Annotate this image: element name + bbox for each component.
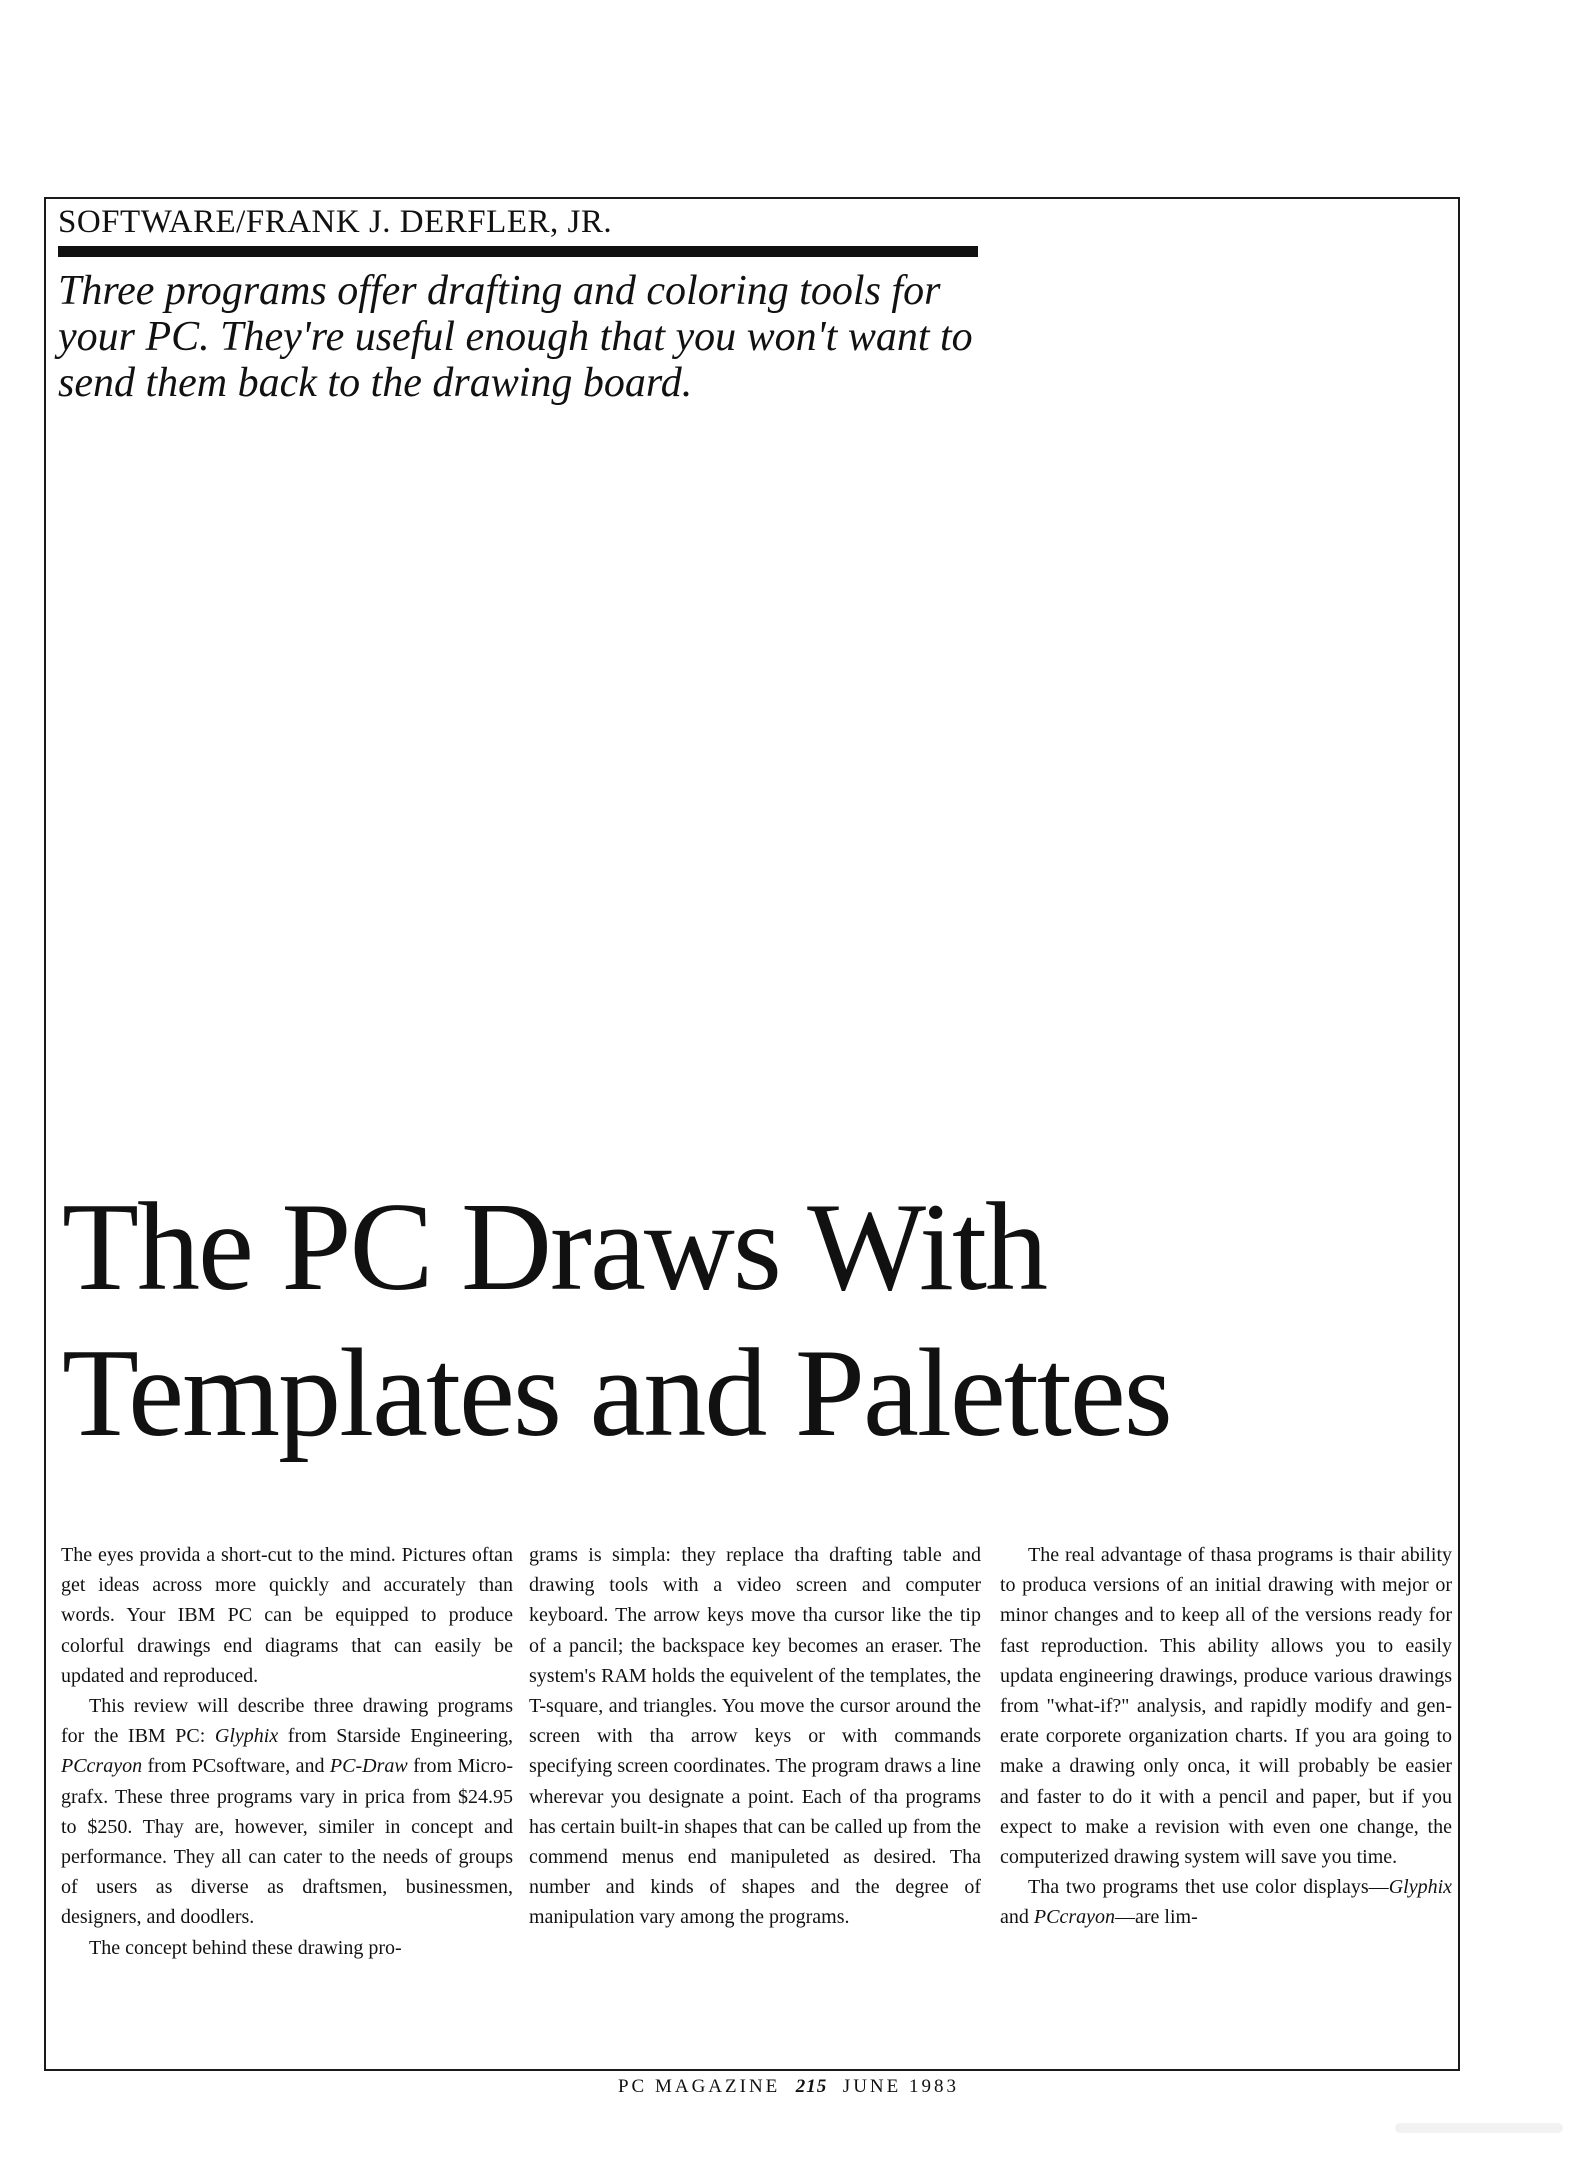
paragraph: The eyes provida a short-cut to the mind. Pictures oftan get ideas across more quickly and accurately than words. Your IBM PC can be equipped to produce colorful drawings end diagrams that can easily be updated and reproduced. [61, 1544, 513, 1687]
magazine-name: PC MAGAZINE [617, 2076, 781, 2097]
headline [62, 1175, 1442, 1467]
paragraph: grams is simpla: they replace tha drafting table and drawing tools with a video screen and computer keyboard. The arrow keys move tha cursor like the tip of a pancil; the backspace key becomes an eraser. The system's RAM holds the equivelent of the templates, the T-square, and triangles. You move the cursor around the screen with tha arrow keys or with commands specifying screen coordinates. The program draws a line wherevar you designate a point. Each of tha programs has certain built-in shapes that can be called up from the commend menus end manipuleted as desired. Tha number and kinds of shapes and the degree of manipulation vary among the programs. [529, 1544, 981, 1929]
page-number: 215 [795, 2076, 828, 2097]
paragraph: The concept behind these drawing pro- [89, 1936, 402, 1959]
paragraph: Tha two programs thet use color displays—Glyphix and PCcrayon—are lim- [1000, 1876, 1452, 1929]
issue-date: JUNE 1983 [842, 2076, 959, 2097]
headline-line-1: The PC Draws With [62, 1178, 1047, 1317]
byline-rule [58, 246, 978, 257]
paragraph: This review will describe three drawing programs for the IBM PC: Glyphix from Starside Engineering, PCcrayon from PCsoftware, and PC-Draw from Micrografx. These three programs vary in prica from $24.95 to $250. Thay are, however, similer in concept and performance. They all can cater to the needs of groups of users as diverse as draftsmen, businessmen, designers, and doodlers. [61, 1695, 513, 1929]
body-column-2 [529, 1540, 981, 2058]
paragraph: The real advantage of thasa programs is thair ability to produca versions of an initial drawing with mejor or minor changes and to keep all of the versions ready for fast reproduction. This ability allows you to easily updata engineering drawings, produce various drawings from "what-if?" analysis, and rapidly modify and generate corporete organization charts. If you ara going to make a drawing only onca, it will probably be easier and faster to do it with a pencil and paper, but if you expect to make a revision with even one change, the computerized drawing system will save you time. [1000, 1544, 1452, 1869]
byline: SOFTWARE/FRANK J. DERFLER, JR. [58, 204, 613, 240]
scan-smudge [1395, 2123, 1563, 2133]
body-column-1 [61, 1540, 513, 2058]
page-folio [0, 2076, 1577, 2098]
body-column-3 [1000, 1540, 1452, 2058]
headline-line-2: Templates and Palettes [62, 1324, 1171, 1463]
deck-subtitle: Three programs offer drafting and coloring tools for your PC. They're useful enough that you won't want to send them back to the drawing board. [58, 268, 973, 406]
